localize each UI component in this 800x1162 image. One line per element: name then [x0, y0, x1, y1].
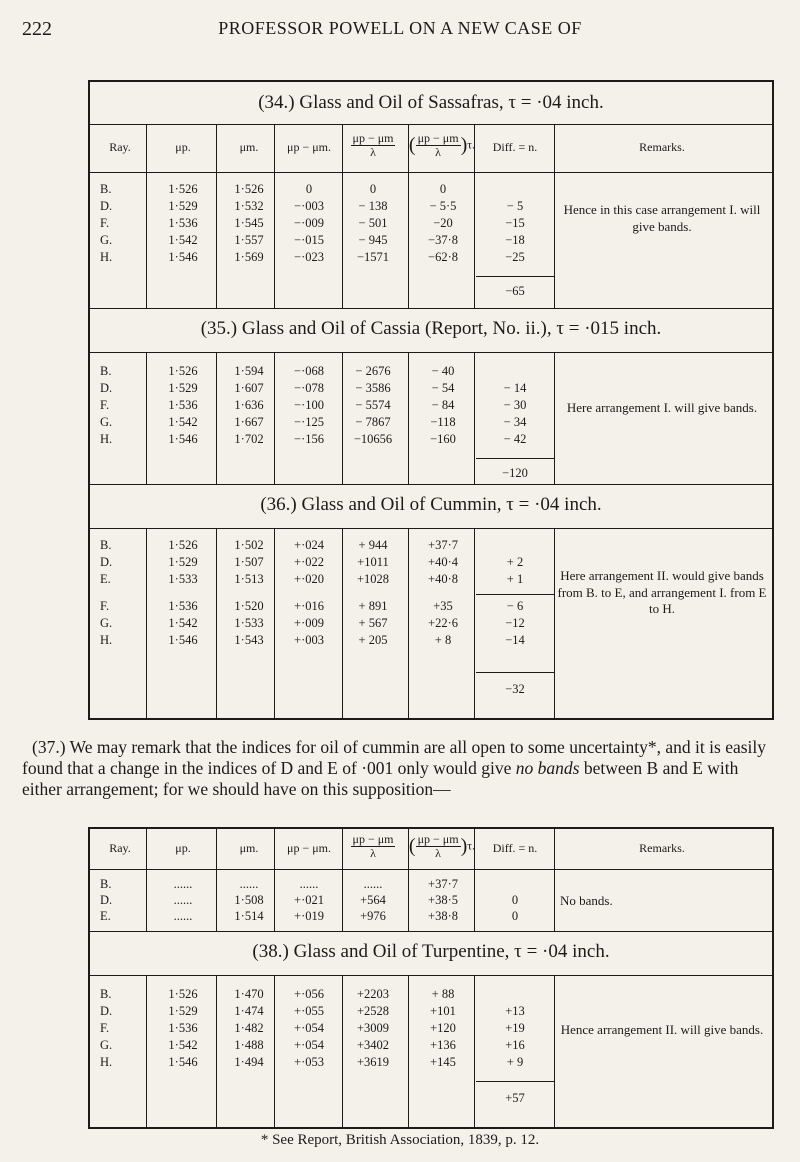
table-row: F. 1·536 1·636 −·100 − 5574 − 84 − 30 — [100, 398, 527, 412]
sum-35: −120 — [502, 466, 528, 480]
col-header-diff-mu: μp − μm. — [287, 140, 331, 154]
col-header-diff-n: Diff. = n. — [492, 140, 538, 154]
remark-35: Here arrangement I. will give bands. — [566, 400, 758, 415]
remark-supposition: No bands. — [560, 893, 613, 908]
tau-numerator: μp − μm — [417, 131, 459, 145]
col-header-ray: Ray. — [109, 841, 131, 855]
col-header-tau: ( $\frac{\mu p - \mu m}{\lambda}$ )τ. — [408, 832, 476, 861]
table-title-34: (34.) Glass and Oil of Sassafras, τ = ·04 inch. — [258, 92, 604, 113]
running-head: PROFESSOR POWELL ON A NEW CASE OF — [218, 18, 582, 38]
col-header-ratio — [340, 132, 406, 159]
table-row: H. 1·546 1·702 −·156 −10656 −160 − 42 — [100, 432, 527, 446]
table-row: G. 1·542 1·667 −·125 − 7867 −118 − 34 — [100, 415, 527, 429]
sum-38: +57 — [505, 1091, 525, 1105]
col-header-tau: ( $\frac{\mu p - \mu m}{\lambda}$ )τ. — [408, 131, 476, 160]
table-row: F. 1·536 1·482 +·054 +3009 +120 +19 — [100, 1021, 525, 1035]
remark-36: Here arrangement II. would give bands from B. to E, and arrangement I. from E to H. — [557, 568, 767, 616]
col-header-ratio: $\frac{\mu p - \mu m}{\lambda}$ — [352, 832, 394, 861]
table-row: D. 1·529 1·474 +·055 +2528 +101 +13 — [100, 1004, 525, 1018]
table-row: B. 1·526 1·470 +·056 +2203 + 88 — [100, 987, 455, 1001]
table-row: B. 1·526 1·502 +·024 + 944 +37·7 — [100, 538, 458, 552]
ratio-denominator: λ — [370, 145, 376, 160]
table-row: D. 1·529 1·532 −·003 − 138 − 5·5 − 5 — [100, 199, 524, 213]
table-row: G. 1·542 1·557 −·015 − 945 −37·8 −18 — [100, 233, 525, 247]
table-title-35: (35.) Glass and Oil of Cassia (Report, No. ii.), τ = ·015 inch. — [200, 318, 662, 339]
col-header-remarks: Remarks. — [639, 841, 685, 855]
remark-38: Hence arrangement II. will give bands. — [560, 1022, 764, 1037]
table-row: E. ...... 1·514 +·019 +976 +38·8 0 — [100, 909, 519, 923]
table-row: E. 1·533 1·513 +·020 +1028 +40·8 + 1 — [100, 572, 524, 586]
col-header-ray: Ray. — [109, 140, 131, 154]
tau-suffix: τ. — [467, 137, 476, 152]
sum-34: −65 — [505, 284, 525, 298]
col-header-mu-p: μp. — [175, 841, 191, 855]
page-number: 222 — [22, 18, 52, 40]
page-header — [0, 18, 800, 48]
col-header-diff-mu: μp − μm. — [287, 841, 331, 855]
paragraph-lead: (37.) We may remark that the indices for oil of cummin are all open to some uncertainty*, and it is easily found that a change in the indices of D and E of ·001 only would give — [22, 737, 767, 778]
table-title-36: (36.) Glass and Oil of Cummin, τ = ·04 inch. — [260, 494, 602, 515]
col-header-mu-m: μm. — [239, 841, 259, 855]
table-row: H. 1·546 1·569 −·023 −1571 −62·8 −25 — [100, 250, 525, 264]
tau-denominator: λ — [435, 145, 441, 160]
table-row: B. 1·526 1·526 0 0 0 — [100, 182, 447, 196]
ratio-numerator: μp − μm — [352, 131, 394, 145]
table-row: H. 1·546 1·494 +·053 +3619 +145 + 9 — [100, 1055, 524, 1069]
table-box-upper — [88, 80, 774, 720]
sum-36: −32 — [505, 682, 525, 696]
table-row: D. 1·529 1·507 +·022 +1011 +40·4 + 2 — [100, 555, 524, 569]
table-row: G. 1·542 1·533 +·009 + 567 +22·6 −12 — [100, 616, 525, 630]
paragraph-37 — [22, 737, 782, 800]
table-row: B. ...... ...... ...... ...... +37·7 — [100, 877, 458, 891]
col-header-mu-m: μm. — [239, 140, 259, 154]
paragraph-tail: between B and E with either arrangement; for we should have on this supposition— — [22, 758, 739, 799]
remark-34: Hence in this case arrangement I. will give bands. — [563, 202, 761, 234]
table-row: F. 1·536 1·545 −·009 − 501 −20 −15 — [100, 216, 525, 230]
col-header-mu-p: μp. — [175, 140, 191, 154]
table-row: H. 1·546 1·543 +·003 + 205 + 8 −14 — [100, 633, 525, 647]
col-header-diff-n: Diff. = n. — [492, 841, 538, 855]
col-header-remarks: Remarks. — [639, 140, 685, 154]
table-row: G. 1·542 1·488 +·054 +3402 +136 +16 — [100, 1038, 525, 1052]
table-row: B. 1·526 1·594 −·068 − 2676 − 40 — [100, 364, 455, 378]
table-row: D. ...... 1·508 +·021 +564 +38·5 0 — [100, 893, 519, 907]
table-row: D. 1·529 1·607 −·078 − 3586 − 54 − 14 — [100, 381, 527, 395]
paragraph-emphasis: no bands — [515, 758, 580, 778]
table-row: F. 1·536 1·520 +·016 + 891 +35 − 6 — [100, 599, 524, 613]
table-box-lower — [88, 827, 774, 1129]
table-title-38: (38.) Glass and Oil of Turpentine, τ = ·04 inch. — [252, 941, 610, 962]
footnote: * See Report, British Association, 1839, p. 12. — [260, 1132, 540, 1148]
